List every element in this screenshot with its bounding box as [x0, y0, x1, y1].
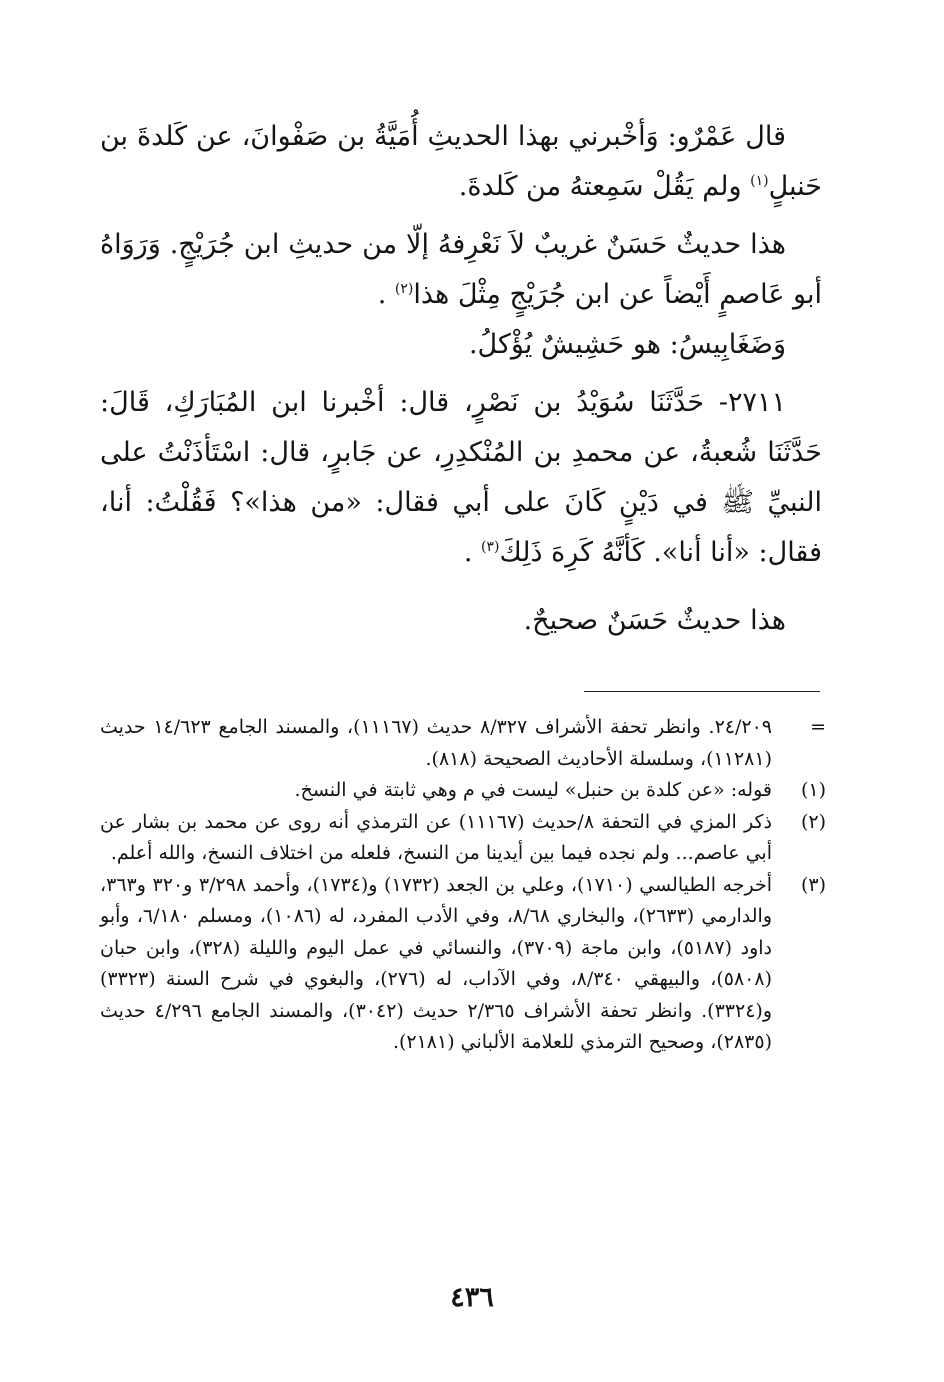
paragraph-text-tail: . — [377, 279, 395, 310]
paragraph-text: قال عَمْرٌو: وَأخْبرني بهذا الحديثِ أُمَيَّةُ بن صَفْوانَ، عن كَلدةَ بن حَنبلٍ — [100, 121, 822, 202]
footnote-text: ذكر المزي في التحفة ٨/حديث (١١١٦٧) عن الترمذي أنه روى عن محمد بن بشار عن أبي عاصم... ولم نجده فيما بين أيدينا من النسخ، فلعله من اختلاف النسخ، والله أعلم. — [100, 810, 772, 864]
footnote-text: ٢٤/٢٠٩. وانظر تحفة الأشراف ٨/٣٢٧ حديث (١١١٦٧)، والمسند الجامع ١٤/٦٢٣ حديث (١١٢٨١)، وسلسلة الأحاديث الصحيحة (٨١٨). — [100, 716, 772, 770]
paragraph-hadith-2711 — [100, 378, 822, 578]
footnote-marker: (٣) — [800, 873, 826, 896]
paragraph-text: هذا حديثٌ حَسَنٌ غريبٌ لاَ نَعْرِفهُ إلّا من حديثِ ابن جُرَيْجٍ. وَرَوَاهُ أبو عَاصمٍ أَيْضاً عن ابن جُرَيْجٍ مِثْلَ هذا — [100, 229, 822, 310]
paragraph-text-tail: . — [463, 537, 482, 568]
footnote-marker: (١) — [800, 779, 826, 801]
main-text-block — [100, 112, 822, 646]
footnote-marker: = — [810, 716, 826, 738]
footnotes — [100, 712, 826, 1059]
paragraph-text: ٢٧١١- حَدَّثَنَا سُوَيْدُ بن نَصْرٍ، قال: أخْبرنا ابن المُبَارَكِ، قَالَ: حَدَّثَنَا شُعبةُ، عن محمدِ بن المُنْكدِرِ، عن جَابرٍ، قال: اسْتَأذَنْتُ على النبيِّ ﷺ في دَيْنٍ كَانَ على أبي فقال: «من هذا»؟ فَقُلْتُ: أنا، فقال: «أنا أنا». كَأنَّهُ كَرِهَ ذَلِكَ — [100, 387, 822, 568]
paragraph-amr-narration — [100, 112, 822, 212]
footnote-continuation — [100, 712, 826, 775]
footnote-reference-2[interactable]: (٢) — [394, 281, 414, 297]
paragraph-hadith-grading — [100, 220, 822, 320]
paragraph-text: هذا حديثٌ حَسَنٌ صحيحٌ. — [523, 605, 786, 636]
footnote-reference-3[interactable]: (٣) — [481, 539, 500, 555]
paragraph-text: وَضَغَابِيسُ: هو حَشِيشٌ يُؤْكلُ. — [468, 329, 786, 360]
footnote-1 — [100, 775, 826, 807]
paragraph-hadith-grading-2 — [100, 596, 822, 646]
footnote-marker: (٢) — [800, 810, 826, 833]
page-number: ٤٣٦ — [450, 1282, 494, 1313]
paragraph-definition — [100, 320, 822, 370]
paragraph-text-tail: ولم يَقُلْ سَمِعتهُ من كَلدةَ. — [458, 171, 751, 202]
footnote-separator — [584, 691, 820, 692]
footnote-text: أخرجه الطيالسي (١٧١٠)، وعلي بن الجعد (١٧٣٢) و(١٧٣٤)، وأحمد ٣/٢٩٨ و٣٢٠ و٣٦٣، والدارمي (٢٦٣٣)، والبخاري ٨/٦٨، وفي الأدب المفرد، له (١٠٨٦)، ومسلم ٦/١٨٠، وأبو داود (٥١٨٧)، وابن ماجة (٣٧٠٩)، والنسائي في عمل اليوم والليلة (٣٢٨)، وابن حبان (٥٨٠٨)، والبيهقي ٨/٣٤٠، وفي الآداب، له (٢٧٦)، والبغوي في شرح السنة (٣٣٢٣) و(٣٣٢٤). وانظر تحفة الأشراف ٢/٣٦٥ حديث (٣٠٤٢)، والمسند الجامع ٤/٢٩٦ حديث (٢٨٣٥)، وصحيح الترمذي للعلامة الألباني (٢١٨١). — [100, 873, 773, 1053]
footnote-text: قوله: «عن كلدة بن حنبل» ليست في م وهي ثابتة في النسخ. — [294, 779, 772, 801]
footnote-2 — [100, 807, 826, 870]
footnote-reference-1[interactable]: (١) — [750, 173, 769, 189]
footnote-3 — [100, 870, 826, 1059]
